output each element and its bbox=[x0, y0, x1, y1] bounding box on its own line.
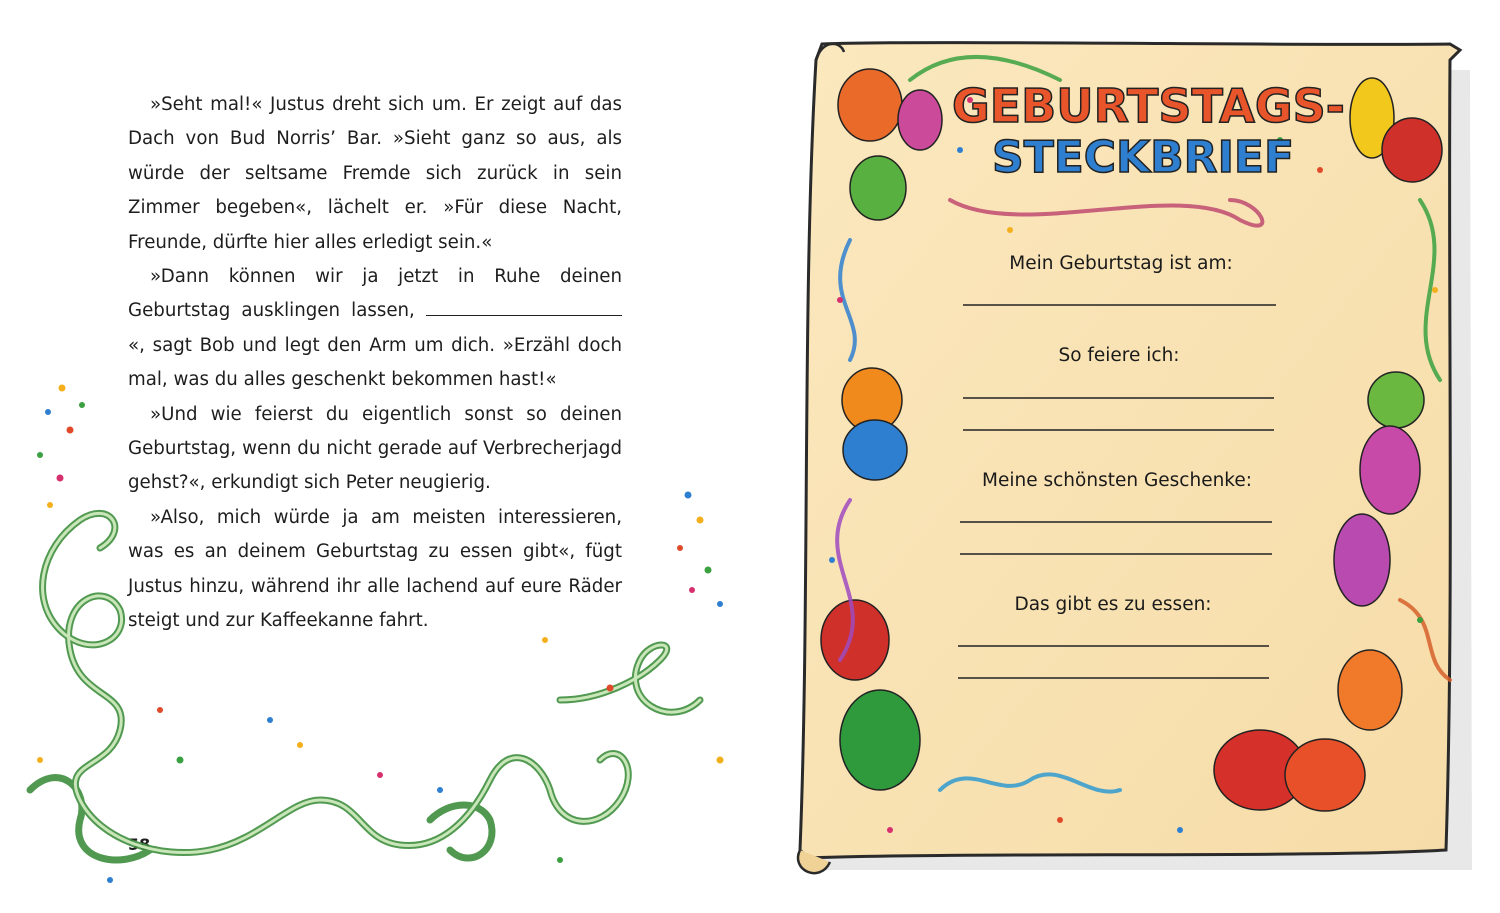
paragraph-4: »Also, mich würde ja am meisten interessieren, was es an deinem Geburtstag zu essen gibt«, fügt Justus hinzu, während ihr alle lachend auf eure Räder steigt und zur Kaffeekanne fahrt. bbox=[128, 506, 622, 632]
paragraph-1: »Seht mal!« Justus dreht sich um. Er zeigt auf das Dach von Bud Norris’ Bar. »Sieht ganz so aus, als würde der seltsame Fremde sich zurück in sein Zimmer begeben«, lächelt er. »Für diese Nacht, Freunde, dürfte hier alles erledigt sein.« bbox=[128, 94, 622, 253]
field-label-gifts: Meine schönsten Geschenke: bbox=[982, 470, 1252, 491]
page-number: 58 bbox=[128, 835, 151, 854]
paragraph-2-start: »Dann können wir ja jetzt in Ruhe deinen Geburtstag ausklingen lassen, bbox=[128, 266, 622, 322]
paragraph-2-end: «, sagt Bob und legt den Arm um dich. »Erzähl doch mal, was du alles geschenkt bekommen hast!« bbox=[128, 334, 622, 391]
confetti bbox=[37, 385, 724, 884]
title-line-2: STECKBRIEF bbox=[992, 132, 1295, 183]
field-label-food: Das gibt es zu essen: bbox=[1014, 594, 1212, 615]
field-label-birthday: Mein Geburtstag ist am: bbox=[1009, 253, 1233, 274]
title-line-1: GEBURTSTAGS- bbox=[952, 79, 1345, 133]
form-title bbox=[952, 79, 1345, 183]
paragraph-3: »Und wie feierst du eigentlich sonst so deinen Geburtstag, wenn du nicht gerade auf Verbrecherjagd gehst?«, erkundigt sich Peter neugierig. bbox=[128, 403, 622, 494]
right-page bbox=[760, 0, 1500, 913]
field-label-celebrate: So feiere ich: bbox=[1058, 345, 1180, 366]
parchment-form bbox=[760, 0, 1500, 913]
